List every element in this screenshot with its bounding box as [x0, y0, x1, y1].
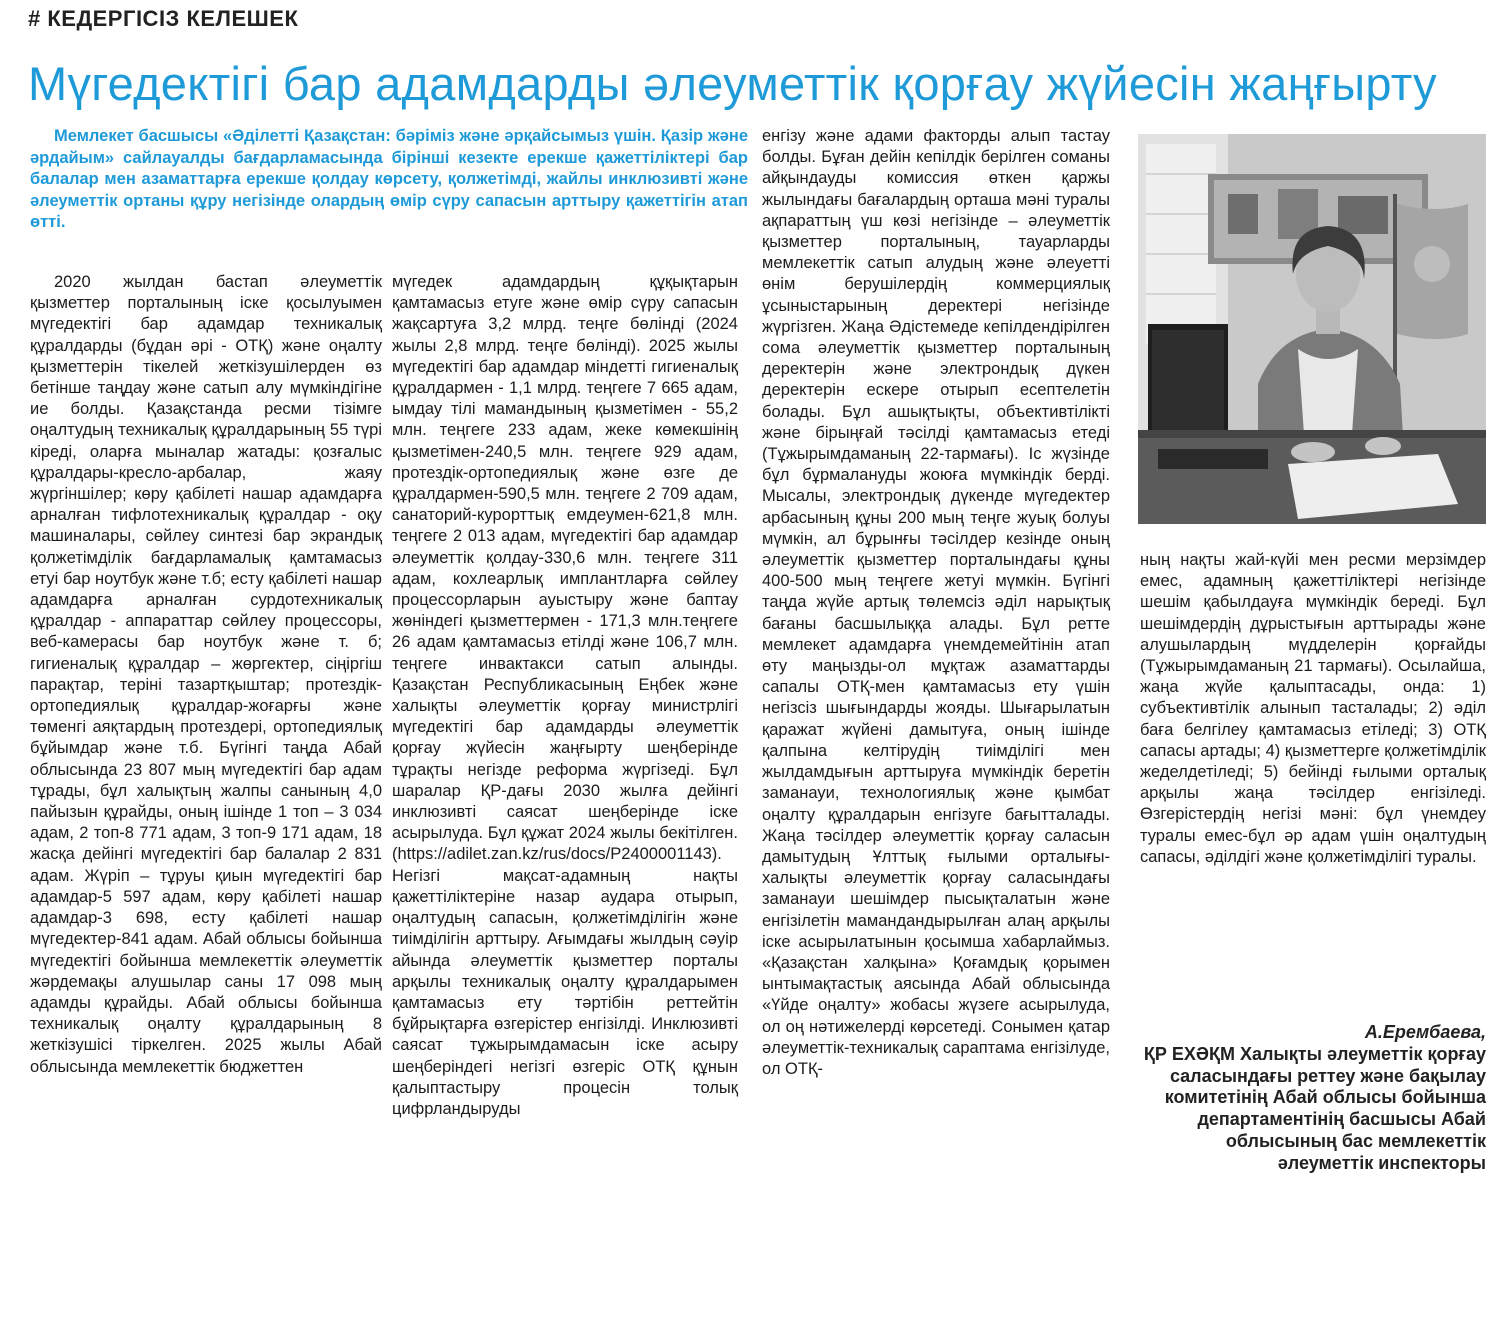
- article-lead: Мемлекет басшысы «Әділетті Қазақстан: бәріміз және әрқайсымыз үшін. Қазір және әрдайым» сайлауалды бағдарламасында бірінші кезекте ерекше қажеттіліктері бар балалар мен азаматтарға ерекше қолдау көрсету, қолжетімді, жайлы инклюзивті және әлеуметтік ортаны құру негізінде олардың өмір сүру сапасын арттыру қажеттігін атап өтті.: [30, 127, 748, 231]
- article-column-2: мүгедек адамдардың құқықтарын қамтамасыз етуге және өмір сүру сапасын жақсартуға 3,2 млрд. теңге бөлінді (2024 жылы 2,8 млрд. теңге бөлінді). 2025 жылы мүгедектігі бар адамдар міндетті гигиеналық құралдармен - 1,1 млрд. теңгеге 7 665 адам, ымдау тілі мамандының қызметімен - 55,2 млн. теңгеге 233 адам, жеке көмекшінің қызметімен-240,5 млн. теңгеге 929 адам, протездік-ортопедиялық және өзге де құралдармен-590,5 млн. теңгеге 2 709 адам, санаторий-курорттық емдеумен-621,8 млн. теңгеге 2 013 адам, мүгедектігі бар адамдар әлеуметтік қолдау-330,6 млн. теңгеге 311 адам, кохлеарлық имплантларға сөйлеу процессорларын ауыстыру және баптау жөніндегі қызметтермен - 171,3 млн.теңгеге 26 адам қамтамасыз етілді және 106,7 млн. теңгеге инвактакси сатып алынды. Қазақстан Республикасының Еңбек және халықты әлеуметтік қорғау министрлігі мүгедектігі бар адамдарды әлеуметтік қорғау жүйесін жаңғырту шеңберінде тұрақты негізде реформа жүргізеді. Бұл шаралар ҚР-дағы 2030 жылға дейінгі инклюзивті саясат шеңберінде іске асырылуда. Бұл құжат 2024 жылы бекітілген. (https://adilet.zan.kz/rus/docs/P2400001143). Негізгі мақсат-адамның нақты қажеттіліктеріне назар аудара отырып, оңалтудың сапасын, қолжетімділігін және тиімділігін арттыру. Ағымдағы жылдың сәуір айында әлеуметтік қызметтер порталы арқылы техникалық оңалту құралдарымен қамтамасыз ету тәртібін реттейтін бұйрықтарға өзгерістер енгізілді. Инклюзивті саясат тұжырымдамасын іске асыру шеңберіндегі негізгі өзгеріс ОТҚ құнын қалыптастыру процесін толық цифрландыруды: [392, 273, 738, 1118]
- article-column-4: ның нақты жай-күйі мен ресми мерзімдер емес, адамның қажеттіліктері негізінде шешім қабылдауға мүмкіндік береді. Бұл шешімдердің дұрыстығын арттырады және алушылардың мүдделерін қорғайды (Тұжырымдаманың 21 тармағы). Осылайша, жаңа жүйе қалыптасады, онда: 1) субъективтілік алынып тасталады; 2) әділ баға белгілеу қамтамасыз етіледі; 3) ОТҚ сапасы артады; 4) қызметтерге қолжетімділік жеделдетіледі; 5) бейінді ғылыми орталық арқылы жаңа тәсілдер енгізіледі. Өзгерістердің негізі мәні: бұл үнемдеу туралы емес-бұл әр адам үшін оңалтудың сапасы, әділдігі және қолжетімділігі туралы.: [1140, 551, 1486, 866]
- author-photo: [1138, 134, 1486, 524]
- author-name: А.Ерембаева,: [1364, 1022, 1486, 1042]
- author-position: ҚР ЕХӘҚМ Халықты әлеуметтік қорғау саласындағы реттеу және бақылау комитетінің Абай облысы бойынша департаментінің басшысы Абай облысының бас мемлекеттік әлеуметтік инспекторы: [1143, 1043, 1486, 1173]
- article-column-1: 2020 жылдан бастап әлеуметтік қызметтер порталының іске қосылуымен мүгедектігі бар адамдар техникалық құралдарды (бұдан әрі - ОТҚ) және оңалту қызметтерін тікелей жеткізушілерден өз бетінше таңдау және сатып алу мүмкіндігіне ие болды. Қазақстанда ресми тізімге оңалтудың техникалық құралдарының 55 түрі кіреді, оларға мыналар жатады: қозғалыс құралдары-кресло-арбалар, жаяу жүргіншілер; көру қабілеті нашар адамдарға арналған тифлотехникалық құралдар - оқу машиналары, сөйлеу синтезі бар экрандық қолжетімділік бағдарламалық қамтамасыз етуі бар ноутбук және т.б; есту қабілеті нашар адамдарға арналған сурдотехникалық құралдар - аппараттар сөйлеу процессоры, веб-камерасы бар ноутбук және т. б; гигиеналық құралдар – жөргектер, сіңіргіш парақтар, теріні тазартқыштар; протездік-ортопедиялық құралдар-жоғарғы және төменгі аяқтардың протездері, ортопедиялық бұйымдар және т.б. Бүгінгі таңда Абай облысында 23 807 мың мүгедектігі бар адам тұрады, бұл халықтың жалпы санының 4,0 пайызын құрайды, оның ішінде 1 топ – 3 034 адам, 2 топ-8 771 адам, 3 топ-9 171 адам, 18 жасқа дейінгі мүгедектігі бар балалар 2 831 адам. Жүріп – тұруы қиын мүгедектігі бар адамдар-5 597 адам, көру қабілеті нашар адамдар-3 698, есту қабілеті нашар мүгедектер-841 адам. Абай облысы бойынша мүгедектігі бойынша мемлекеттік әлеуметтік жәрдемақы алушылар саны 17 098 мың адамды құрайды. Абай облысы бойынша техникалық оңалту құралдарының 8 жеткізушісі тіркелген. 2025 жылы Абай облысында мемлекеттік бюджеттен: [30, 273, 382, 1076]
- article-column-3: енгізу және адами факторды алып тастау болды. Бұған дейін кепілдік берілген соманы айқындауды комиссия өткен қаржы жылындағы бағалардың орташа мәні туралы ақпараттың үш көзі негізінде – әлеуметтік қызметтер порталының, тауарларды мемлекеттік сатып алудың және әлеуетті өнім берушілердің коммерциялық ұсыныстарының деректері негізінде жүргізген. Жаңа Әдістемеде кепілдендірілген сома әлеуметтік қызметтер порталының деректерін және электрондық дүкен деректерін ескере отырып есептелетін болады. Бұл ашықтықты, объективтілікті және бірыңғай тәсілді қамтамасыз етеді (Тұжырымдаманың 22-тармағы). Іс жүзінде бұл бұрмалануды жоюға мүмкіндік берді. Мысалы, электрондық дүкенде мүгедектер арбасының құны 200 мың теңге жуық болуы мүмкін, ал бұрынғы тәсілдер кезінде оның әлеуметтік қызметтер порталындағы құны 400-500 мың теңгеге жетуі мүмкін. Бүгінгі таңда жүйе артық төлемсіз әділ нарықтық бағаны басшылыққа алады. Бұл ретте мемлекет адамдарға үнемдемейтінін атап өту маңызды-ол мұқтаж азаматтарды сапалы ОТҚ-мен қамтамасыз ету үшін негізсіз шығындарды жояды. Шығарылатын қаражат жүйені дамытуға, оның ішінде қалпына келтірудің тиімділігі мен жылдамдығын арттыруға мүмкіндік беретін заманауи, технологиялық және қымбат оңалту құралдарын енгізуге бағытталады. Жаңа тәсілдер әлеуметтік қорғау саласын дамытудың Ұлттық ғылыми орталығы-халықты әлеуметтік қорғау саласындағы заманауи шешімдер пысықталатын және енгізілетін мамандандырылған алаң арқылы іске асырылатынын қосымша хабарлаймыз. «Қазақстан халқына» Қоғамдық қорымен ынтымақтастық аясында Абай облысында «Үйде оңалту» жобасы жүзеге асырылуда, ол оң нәтижелерді көрсетеді. Сонымен қатар әлеуметтік-техникалық сараптама енгізілуде, ол ОТҚ-: [762, 127, 1110, 1078]
- portrait-photo-icon: [1138, 134, 1486, 524]
- article-headline: Мүгедектігі бар адамдарды әлеуметтік қорғау жүйесін жаңғырту: [28, 57, 1437, 110]
- author-signature: [1140, 1022, 1486, 1175]
- rubric-tag: # КЕДЕРГІСІЗ КЕЛЕШЕК: [28, 6, 299, 31]
